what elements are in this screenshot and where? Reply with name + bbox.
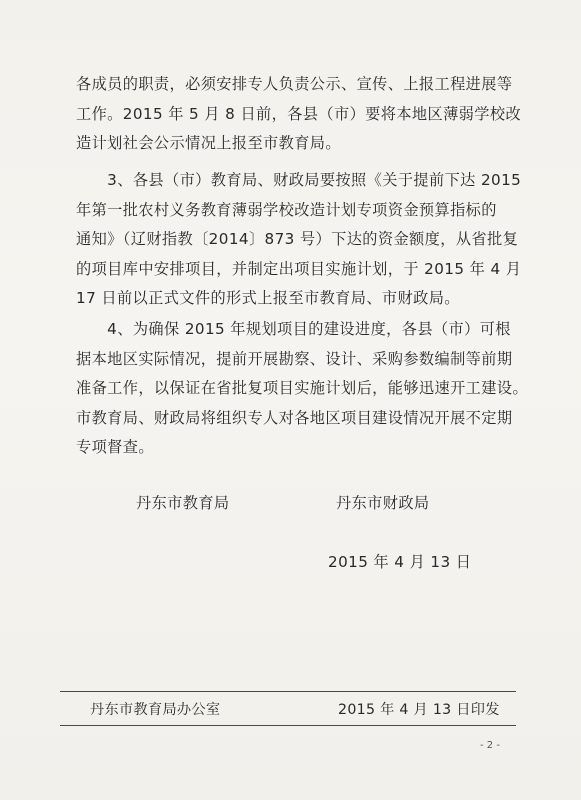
paragraph-line: 市教育局、财政局将组织专人对各地区项目建设情况开展不定期 [76, 408, 513, 427]
signature-date: 2015 年 4 月 13 日 [328, 553, 472, 571]
paragraph-item-4 [76, 315, 529, 463]
paragraph-line: 4、为确保 2015 年规划项目的建设进度，各县（市）可根 [76, 320, 511, 338]
footer-print-date: 2015 年 4 月 13 日印发 [338, 702, 500, 718]
paragraph-line: 准备工作，以保证在省批复项目实施计划后，能够迅速开工建设。 [76, 379, 529, 397]
paragraph-duties [76, 70, 522, 159]
paragraph-line: 造计划社会公示情况上报至市教育局。 [76, 134, 341, 152]
footer-issuer: 丹东市教育局办公室 [90, 702, 221, 718]
paragraph-item-3 [76, 166, 522, 314]
paragraph-line: 据本地区实际情况，提前开展勘察、设计、采购参数编制等前期 [76, 349, 513, 368]
signature-education-bureau: 丹东市教育局 [136, 494, 230, 512]
paragraph-line: 各成员的职责，必须安排专人负责公示、宣传、上报工程进展等 [76, 75, 513, 93]
page-number: - 2 - [480, 740, 500, 751]
paragraph-line: 的项目库中安排项目，并制定出项目实施计划，于 2015 年 4 月 [76, 259, 522, 278]
paragraph-line: 工作。2015 年 5 月 8 日前，各县（市）要将本地区薄弱学校改 [76, 104, 522, 123]
paragraph-line: 3、各县（市）教育局、财政局要按照《关于提前下达 2015 [76, 171, 522, 189]
footer-rule-top [60, 691, 516, 692]
paragraph-line: 17 日前以正式文件的形式上报至市教育局、市财政局。 [76, 289, 460, 307]
signature-finance-bureau: 丹东市财政局 [336, 494, 430, 512]
paragraph-line: 专项督查。 [76, 438, 154, 456]
paragraph-line: 年第一批农村义务教育薄弱学校改造计划专项资金预算指标的 [76, 200, 497, 219]
paragraph-line: 通知》（辽财指教〔2014〕873 号）下达的资金额度，从省批复 [76, 230, 519, 248]
footer-rule-bottom [60, 725, 516, 726]
